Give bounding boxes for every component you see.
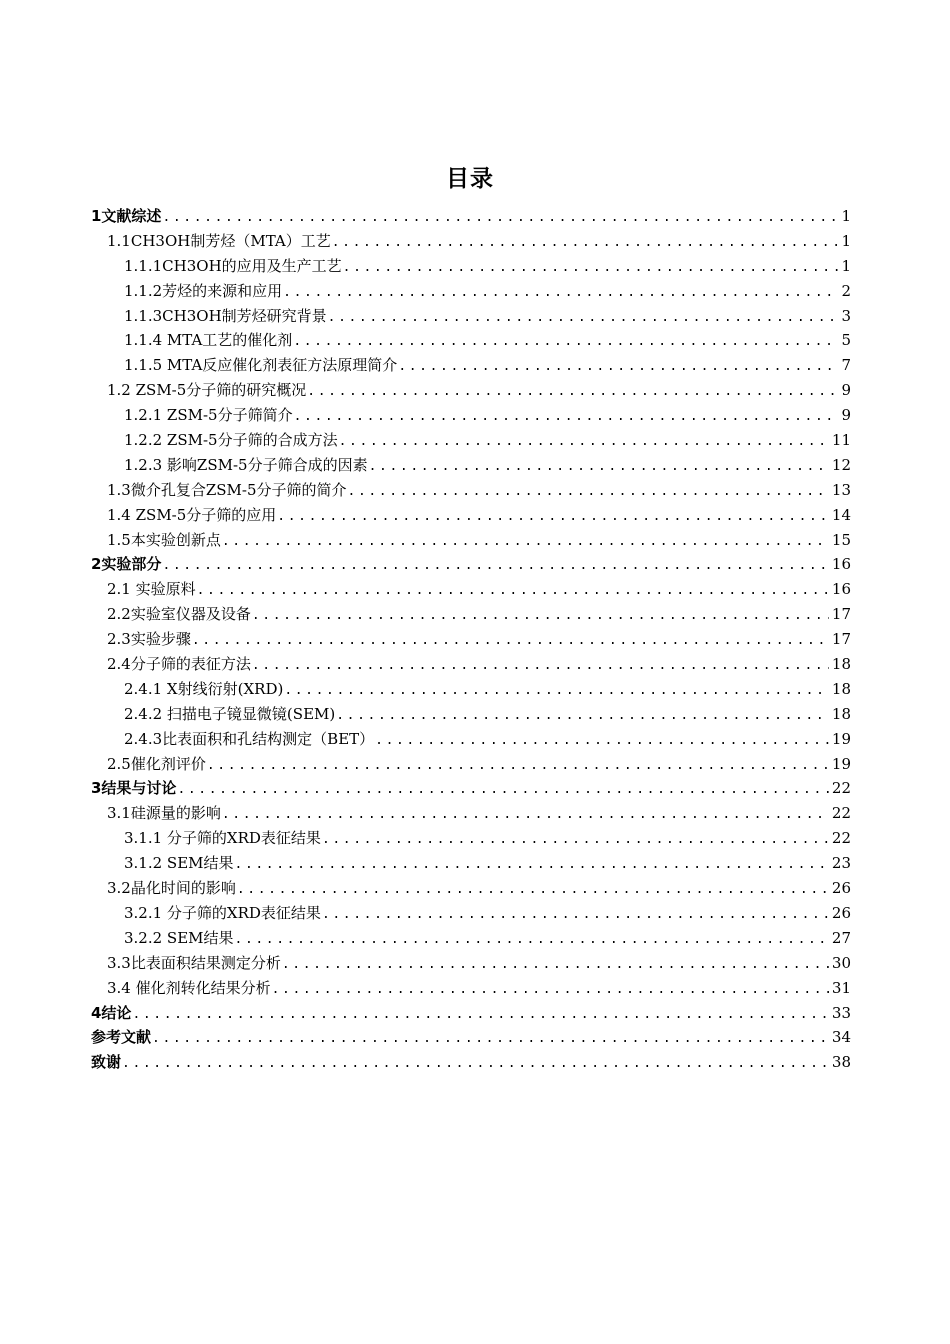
dot-leader [293,330,838,355]
toc-entry-page-number: 15 [831,530,851,549]
toc-entry-page-number: 38 [831,1053,851,1072]
dot-leader [237,878,829,903]
toc-entry-title: 1.1.3CH3OH制芳烃研究背景 [124,306,327,325]
toc-entry[interactable] [91,1001,851,1026]
toc-entry[interactable] [91,503,851,528]
toc-entry-title: 3.1.2 SEM结果 [124,854,234,873]
toc-entry-page-number: 9 [841,381,851,400]
toc-entry-page-number: 22 [831,804,851,823]
toc-entry-title: 2.4.2 扫描电子镜显微镜(SEM) [124,704,336,723]
dot-leader [322,903,829,928]
dot-leader [162,206,838,231]
toc-entry[interactable] [91,279,851,304]
dot-leader [122,1052,829,1077]
toc-entry[interactable] [91,727,851,752]
toc-entry[interactable] [91,1050,851,1075]
dot-leader [132,1003,828,1028]
toc-entry-title: 3.1.1 分子筛的XRD表征结果 [124,829,321,848]
dot-leader [398,355,838,380]
toc-entry-page-number: 7 [841,356,851,375]
toc-entry-title: 2.5催化剂评价 [107,754,206,773]
toc-entry-page-number: 19 [831,754,851,773]
toc-entry[interactable] [91,702,851,727]
toc-entry-title: 1.2.1 ZSM-5分子筛简介 [124,406,293,425]
toc-entry-title: 3结果与讨论 [91,779,177,798]
toc-entry[interactable] [91,353,851,378]
toc-entry[interactable] [91,752,851,777]
dot-leader [192,629,829,654]
dot-leader [207,754,829,779]
dot-leader [222,803,829,828]
toc-entry[interactable] [91,876,851,901]
toc-entry-title: 2实验部分 [91,555,162,574]
toc-entry-title: 3.3比表面积结果测定分析 [107,953,281,972]
toc-entry[interactable] [91,478,851,503]
toc-entry-title: 1.1.2芳烃的来源和应用 [124,281,283,300]
toc-entry-title: 2.1 实验原料 [107,580,196,599]
toc-entry-page-number: 34 [831,1028,851,1047]
toc-entry-title: 1.3微介孔复合ZSM-5分子筛的简介 [107,480,347,499]
toc-entry-title: 1.1.4 MTA工艺的催化剂 [124,331,293,350]
toc-entry-page-number: 19 [831,729,851,748]
toc-entry-title: 致谢 [91,1053,122,1072]
toc-entry-title: 1.5本实验创新点 [107,530,221,549]
toc-entry[interactable] [91,378,851,403]
toc-entry[interactable] [91,976,851,1001]
toc-entry-page-number: 13 [831,480,851,499]
dot-leader [375,729,829,754]
toc-entry[interactable] [91,552,851,577]
toc-entry[interactable] [91,304,851,329]
toc-entry-title: 1.1.1CH3OH的应用及生产工艺 [124,256,342,275]
dot-leader [339,430,829,455]
dot-leader [343,256,838,281]
toc-entry-page-number: 30 [831,953,851,972]
toc-entry[interactable] [91,602,851,627]
toc-entry-page-number: 26 [831,879,851,898]
dot-leader [152,1027,829,1052]
toc-entry-title: 3.2.2 SEM结果 [124,928,234,947]
toc-entry-page-number: 22 [831,829,851,848]
toc-entry-title: 1.2.2 ZSM-5分子筛的合成方法 [124,431,338,450]
toc-entry-title: 3.2晶化时间的影响 [107,879,236,898]
toc-entry-title: 2.4分子筛的表征方法 [107,655,251,674]
toc-entry-page-number: 18 [831,704,851,723]
dot-leader [252,604,829,629]
toc-entry-title: 1.4 ZSM-5分子筛的应用 [107,505,277,524]
toc-entry-title: 1文献综述 [91,207,162,225]
toc-entry-page-number: 18 [831,679,851,698]
toc-entry[interactable] [91,453,851,478]
dot-leader [328,306,838,331]
toc-entry-title: 3.1硅源量的影响 [107,804,221,823]
toc-entry[interactable] [91,229,851,254]
toc-entry-title: 3.2.1 分子筛的XRD表征结果 [124,903,321,922]
toc-entry-page-number: 16 [831,580,851,599]
toc-entry-title: 3.4 催化剂转化结果分析 [107,978,271,997]
toc-entry-title: 1.1.5 MTA反应催化剂表征方法原理简介 [124,356,398,375]
toc-entry-page-number: 1 [841,256,851,275]
dot-leader [336,704,829,729]
dot-leader [235,853,829,878]
dot-leader [277,505,829,530]
toc-entry[interactable] [91,528,851,553]
dot-leader [282,953,829,978]
toc-entry-page-number: 9 [841,406,851,425]
toc-entry[interactable] [91,428,851,453]
toc-entry-title: 2.4.3比表面积和孔结构测定（BET） [124,729,375,748]
toc-entry-page-number: 1 [841,207,851,225]
toc-entry[interactable] [91,577,851,602]
dot-leader [283,281,838,306]
toc-entry-page-number: 1 [841,231,851,250]
dot-leader [294,405,838,430]
dot-leader [235,928,829,953]
toc-entry[interactable] [91,328,851,353]
toc-entry[interactable] [91,254,851,279]
toc-entry-page-number: 5 [841,331,851,350]
dot-leader [307,380,838,405]
toc-list [91,204,851,1075]
dot-leader [162,554,828,579]
toc-entry-page-number: 17 [831,605,851,624]
dot-leader [348,480,829,505]
dot-leader [322,828,829,853]
toc-entry-title: 2.4.1 X射线衍射(XRD) [124,679,284,698]
dot-leader [252,654,829,679]
toc-entry[interactable] [91,901,851,926]
toc-entry[interactable] [91,926,851,951]
dot-leader [222,530,829,555]
toc-entry-page-number: 22 [831,779,851,798]
dot-leader [177,778,828,803]
dot-leader [272,978,829,1003]
dot-leader [284,679,829,704]
toc-entry[interactable] [91,627,851,652]
toc-entry-page-number: 27 [831,928,851,947]
toc-entry-title: 1.2.3 影响ZSM-5分子筛合成的因素 [124,455,368,474]
toc-entry-page-number: 14 [831,505,851,524]
toc-entry-title: 2.3实验步骤 [107,630,191,649]
toc-entry-title: 4结论 [91,1003,132,1022]
toc-entry-title: 1.1CH3OH制芳烃（MTA）工艺 [107,231,331,250]
toc-entry[interactable] [91,851,851,876]
toc-entry[interactable] [91,652,851,677]
toc-entry-page-number: 33 [831,1003,851,1022]
toc-entry[interactable] [91,1025,851,1050]
dot-leader [197,579,829,604]
toc-entry[interactable] [91,951,851,976]
toc-entry-page-number: 23 [831,854,851,873]
toc-entry-page-number: 17 [831,630,851,649]
toc-entry-title: 1.2 ZSM-5分子筛的研究概况 [107,381,307,400]
toc-entry-title: 参考文献 [91,1028,152,1047]
toc-entry-page-number: 26 [831,903,851,922]
toc-entry-title: 2.2实验室仪器及设备 [107,605,251,624]
toc-entry-page-number: 12 [831,455,851,474]
dot-leader [369,455,829,480]
toc-entry-page-number: 16 [831,555,851,574]
toc-entry-page-number: 18 [831,655,851,674]
toc-entry[interactable] [91,801,851,826]
toc-entry[interactable] [91,204,851,229]
toc-entry-page-number: 31 [831,978,851,997]
toc-entry-page-number: 3 [841,306,851,325]
toc-entry[interactable] [91,826,851,851]
toc-entry-page-number: 2 [841,281,851,300]
toc-entry-page-number: 11 [831,431,851,450]
toc-entry[interactable] [91,776,851,801]
dot-leader [332,231,838,256]
toc-entry[interactable] [91,677,851,702]
toc-entry[interactable] [91,403,851,428]
toc-title: 目录 [446,166,494,192]
